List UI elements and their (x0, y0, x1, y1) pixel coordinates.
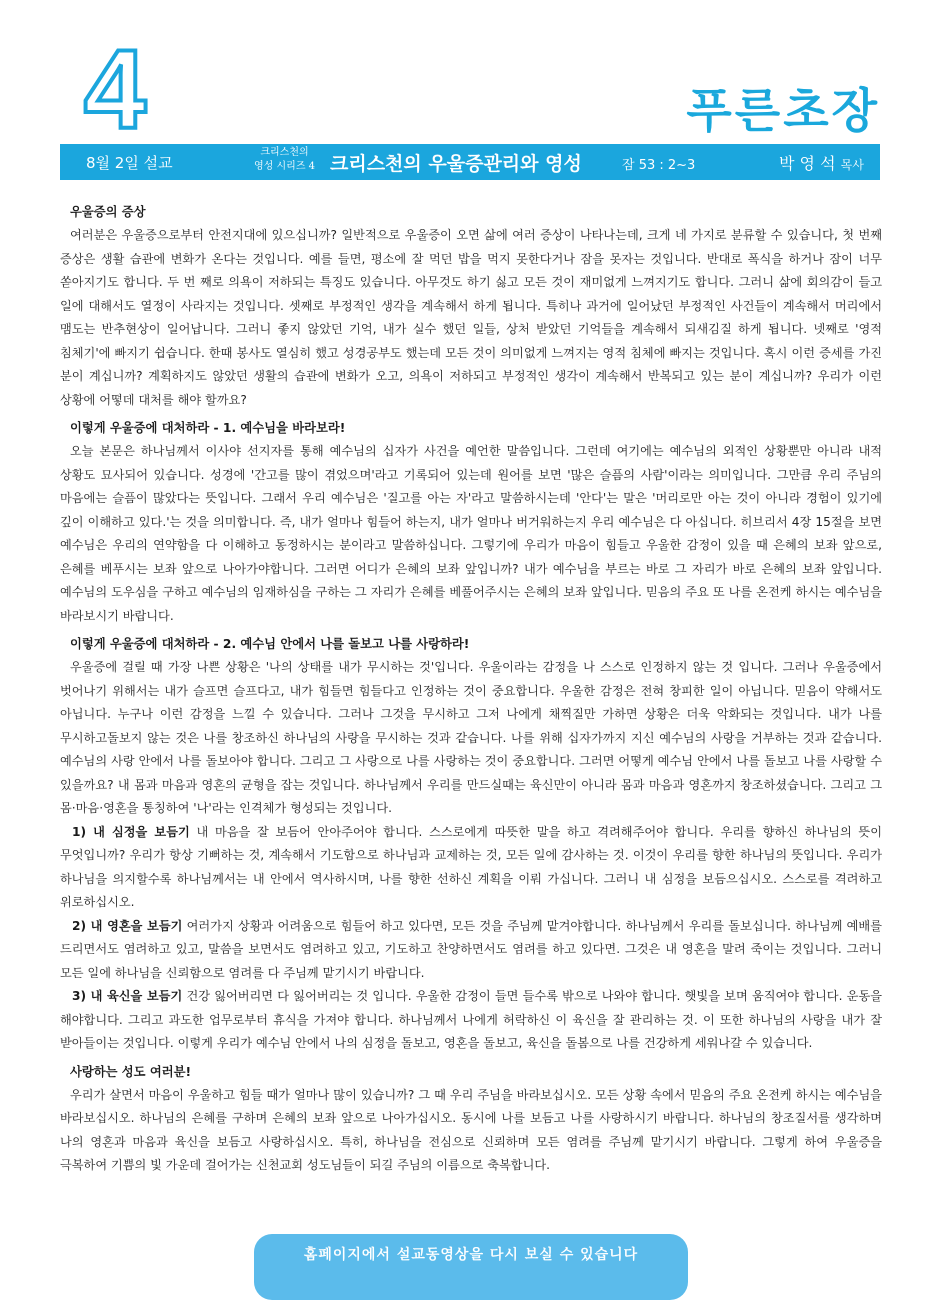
newsletter-brand: 푸른초장 (686, 84, 880, 139)
list-item (60, 821, 882, 915)
list-item-label: 3) 내 육신을 보듬기 (72, 989, 183, 1003)
list-item-text: 내 마음을 잘 보듬어 안아주어야 합니다. 스스로에게 따뜻한 말을 하고 격려해주어야 합니다. 우리를 향하신 하나님의 뜻이 무엇입니까? 우리가 항상 기뻐하는 것, 계속해서 기도함으로 하나님과 교제하는 것, 모든 일에 감사하는 것. 이것이 우리를 향한 하나님의 뜻입니다. 우리가 하나님을 의지할수록 하나님께서는 내 안에서 역사하시며, 나를 향한 선하신 계획을 이뤄 가십니다. 그러니 내 심정을 보듬으십시오. 스스로를 격려하고 위로하십시오. (60, 824, 882, 909)
pastor-name: 박 영 석 (779, 154, 836, 173)
issue-number-graphic (70, 40, 160, 140)
sermon-title: 크리스천의 우울증관리와 영성 (330, 153, 582, 175)
list-item-label: 1) 내 심정을 보듬기 (72, 824, 190, 839)
list-item-text: 건강 잃어버리면 다 잃어버리는 것 입니다. 우울한 감정이 들면 들수록 밖으로 나와야 합니다. 햇빛을 보며 움직여야 합니다. 운동을 해야합니다. 그리고 과도한 업무로부터 휴식을 가져야 합니다. 하나님께서 나에게 허락하신 이 육신을 잘 관리하는 것. 이 또한 하나님의 사랑을 내가 잘 받아들이는 것입니다. 이렇게 우리가 예수님 안에서 나의 심정을 돌보고, 영혼을 돌보고, 육신을 돌봄으로 나를 건강하게 세워나갈 수 있습니다. (60, 989, 882, 1050)
issue-number: 4 (83, 40, 147, 140)
section-heading: 사랑하는 성도 여러분! (70, 1064, 192, 1079)
sermon-body (60, 200, 882, 1182)
series-line-1: 크리스천의 (260, 147, 309, 158)
pastor (779, 151, 864, 174)
section-heading: 이렇게 우울증에 대처하라 - 1. 예수님을 바라보라! (70, 421, 346, 435)
list-item-text: 여러가지 상황과 어려움으로 힘들어 하고 있다면, 모든 것을 주님께 맡겨야합니다. 하나님께서 우리를 돌보십니다. 하나님께 예배를 드리면서도 염려하고 있고, 말씀을 보면서도 염려하고 있고, 기도하고 찬양하면서도 염려를 하고 있다면. 그것은 내 영혼을 말려 죽이는 것입니다. 그러니 모든 일에 하나님을 신뢰함으로 염려를 다 주님께 맡기시기 바랍니다. (60, 918, 882, 980)
pastor-title: 목사 (840, 158, 864, 172)
series-line-2: 영성 시리즈 4 (254, 161, 316, 172)
scripture-reference: 잠 53 : 2~3 (622, 158, 696, 173)
section-paragraph: 오늘 본문은 하나님께서 이사야 선지자를 통해 예수님의 십자가 사건을 예언한 말씀입니다. 그런데 여기에는 예수님의 외적인 상황뿐만 아니라 내적 상황도 묘사되어 있습니다. 성경에 '간고를 많이 겪었으며'라고 기록되어 있는데 원어를 보면 '많은 슬픔의 사람'이라는 의미입니다. 그만큼 우리 주님의 마음에는 슬픔이 많았다는 뜻입니다. 그래서 우리 예수님은 '질고를 아는 자'라고 말씀하시는데 '안다'는 말은 '머리로만 아는 것이 아니라 경험이 있기에 깊이 이해하고 있다.'는 것을 의미합니다. 즉, 내가 얼마나 힘들어 하는지, 내가 얼마나 버거워하는지 우리 예수님은 다 아십니다. 히브리서 4장 15절을 보면 예수님은 우리의 연약함을 다 이해하고 동정하시는 분이라고 말씀하십니다. 그렇기에 우리가 마음이 힘들고 우울한 감정이 있을 때 은혜의 보좌 앞으로, 은혜를 베푸시는 보좌 앞으로 나아가야합니다. 그러면 어디가 은혜의 보좌 앞입니까? 내가 예수님을 부르는 바로 그 자리가 바로 은혜의 보좌 앞입니다. 예수님의 도우심을 구하고 예수님의 임재하심을 구하는 그 자리가 은혜를 베풀어주시는 은혜의 보좌 앞입니다. 믿음의 주요 또 나를 온전케 하시는 예수님을 바라보시기 바랍니다. (60, 444, 882, 623)
sermon-date: 8월 2일 설교 (86, 154, 173, 172)
series-label (254, 146, 315, 174)
section-heading: 이렇게 우울증에 대처하라 - 2. 예수님 안에서 나를 돌보고 나를 사랑하라! (70, 637, 470, 651)
section-paragraph: 우리가 살면서 마음이 우울하고 힘들 때가 얼마나 많이 있습니까? 그 때 우리 주님을 바라보십시오. 모든 상황 속에서 믿음의 주요 온전케 하시는 예수님을 바라보십시오. 하나님의 은혜를 구하며 은혜의 보좌 앞으로 나아가십시오. 동시에 나를 보듬고 나를 사랑하시기 바랍니다. 하나님의 창조질서를 생각하며 나의 영혼과 마음과 육신을 보듬고 사랑하십시오. 특히, 하나님을 전심으로 신뢰하며 모든 염려를 주님께 맡기시기 바랍니다. 그렇게 하여 우울증을 극복하여 기쁨의 빛 가운데 걸어가는 신천교회 성도님들이 되길 주님의 이름으로 축복합니다. (60, 1087, 882, 1172)
section-paragraph: 우울증에 걸릴 때 가장 나쁜 상황은 '나의 상태를 내가 무시하는 것'입니다. 우울이라는 감정을 나 스스로 인정하지 않는 것 입니다. 그러나 우울증에서 벗어나기 위해서는 내가 슬프면 슬프다고, 내가 힘들면 힘들다고 인정하는 것이 중요합니다. 우울한 감정은 전혀 창피한 일이 아닙니다. 믿음이 약해서도 아닙니다. 누구나 이런 감정을 느낄 수 있습니다. 그러나 그것을 무시하고 그저 나에게 채찍질만 가하면 상황은 더욱 악화되는 것입니다. 내가 나를 무시하고돌보지 않는 것은 나를 창조하신 하나님의 사랑을 무시하는 것과 같습니다. 나를 위해 십자가까지 지신 예수님의 사랑을 거부하는 것과 같습니다. 예수님의 사랑 안에서 나를 돌보아야 합니다. 그리고 그 사랑으로 나를 사랑하는 것이 중요합니다. 그러면 어떻게 예수님 안에서 나를 돌보고 나를 사랑할 수 있을까요? 내 몸과 마음과 영혼의 균형을 잡는 것입니다. 하나님께서 우리를 만드실때는 육신만이 아니라 몸과 마음과 영혼까지 창조하셨습니다. 그리고 그 몸·마음·영혼을 통칭하여 '나'라는 인격체가 형성되는 것입니다. (60, 660, 882, 815)
list-item (60, 985, 882, 1056)
section-heading: 우울증의 증상 (70, 205, 146, 219)
footer-notice: 홈페이지에서 설교동영상을 다시 보실 수 있습니다 (303, 1247, 639, 1263)
list-item (60, 915, 882, 986)
list-item-label: 2) 내 영혼을 보듬기 (72, 918, 183, 933)
section-paragraph: 여러분은 우울증으로부터 안전지대에 있으십니까? 일반적으로 우울증이 오면 삶에 여러 증상이 나타나는데, 크게 네 가지로 분류할 수 있습니다, 첫 번째 증상은 생활 습관에 변화가 온다는 것입니다. 예를 들면, 평소에 잘 먹던 밥을 먹지 못한다거나 잠을 못자는 것입니다. 반대로 폭식을 하거나 잠이 너무 쏟아지기도 합니다. 두 번 째로 의욕이 저하되는 특징도 있습니다. 아무것도 하기 싫고 모든 것이 재미없게 느껴지기도 합니다. 그러니 삶에 회의감이 들고 일에 대해서도 열정이 사라지는 것입니다. 셋째로 부정적인 생각을 계속해서 하게 됩니다. 특히나 과거에 일어났던 부정적인 사건들이 계속해서 머리에서 맴도는 반추현상이 일어납니다. 그러니 좋지 않았던 기억, 내가 실수 했던 일들, 상처 받았던 기억들을 계속해서 되새김질 하게 됩니다. 넷째로 '영적 침체기'에 빠지기 쉽습니다. 한때 봉사도 열심히 했고 성경공부도 했는데 모든 것이 의미없게 느껴지는 영적 침체에 빠지는 것입니다. 혹시 이런 증세를 가진 분이 계십니까? 계획하지도 않았던 생활의 습관에 변화가 오고, 의욕이 저하되고 부정적인 생각이 계속해서 반복되고 있는 분이 계십니까? 우리가 이런 상황에 어떻데 대처를 해야 할까요? (60, 228, 882, 407)
sermon-banner (60, 144, 880, 180)
